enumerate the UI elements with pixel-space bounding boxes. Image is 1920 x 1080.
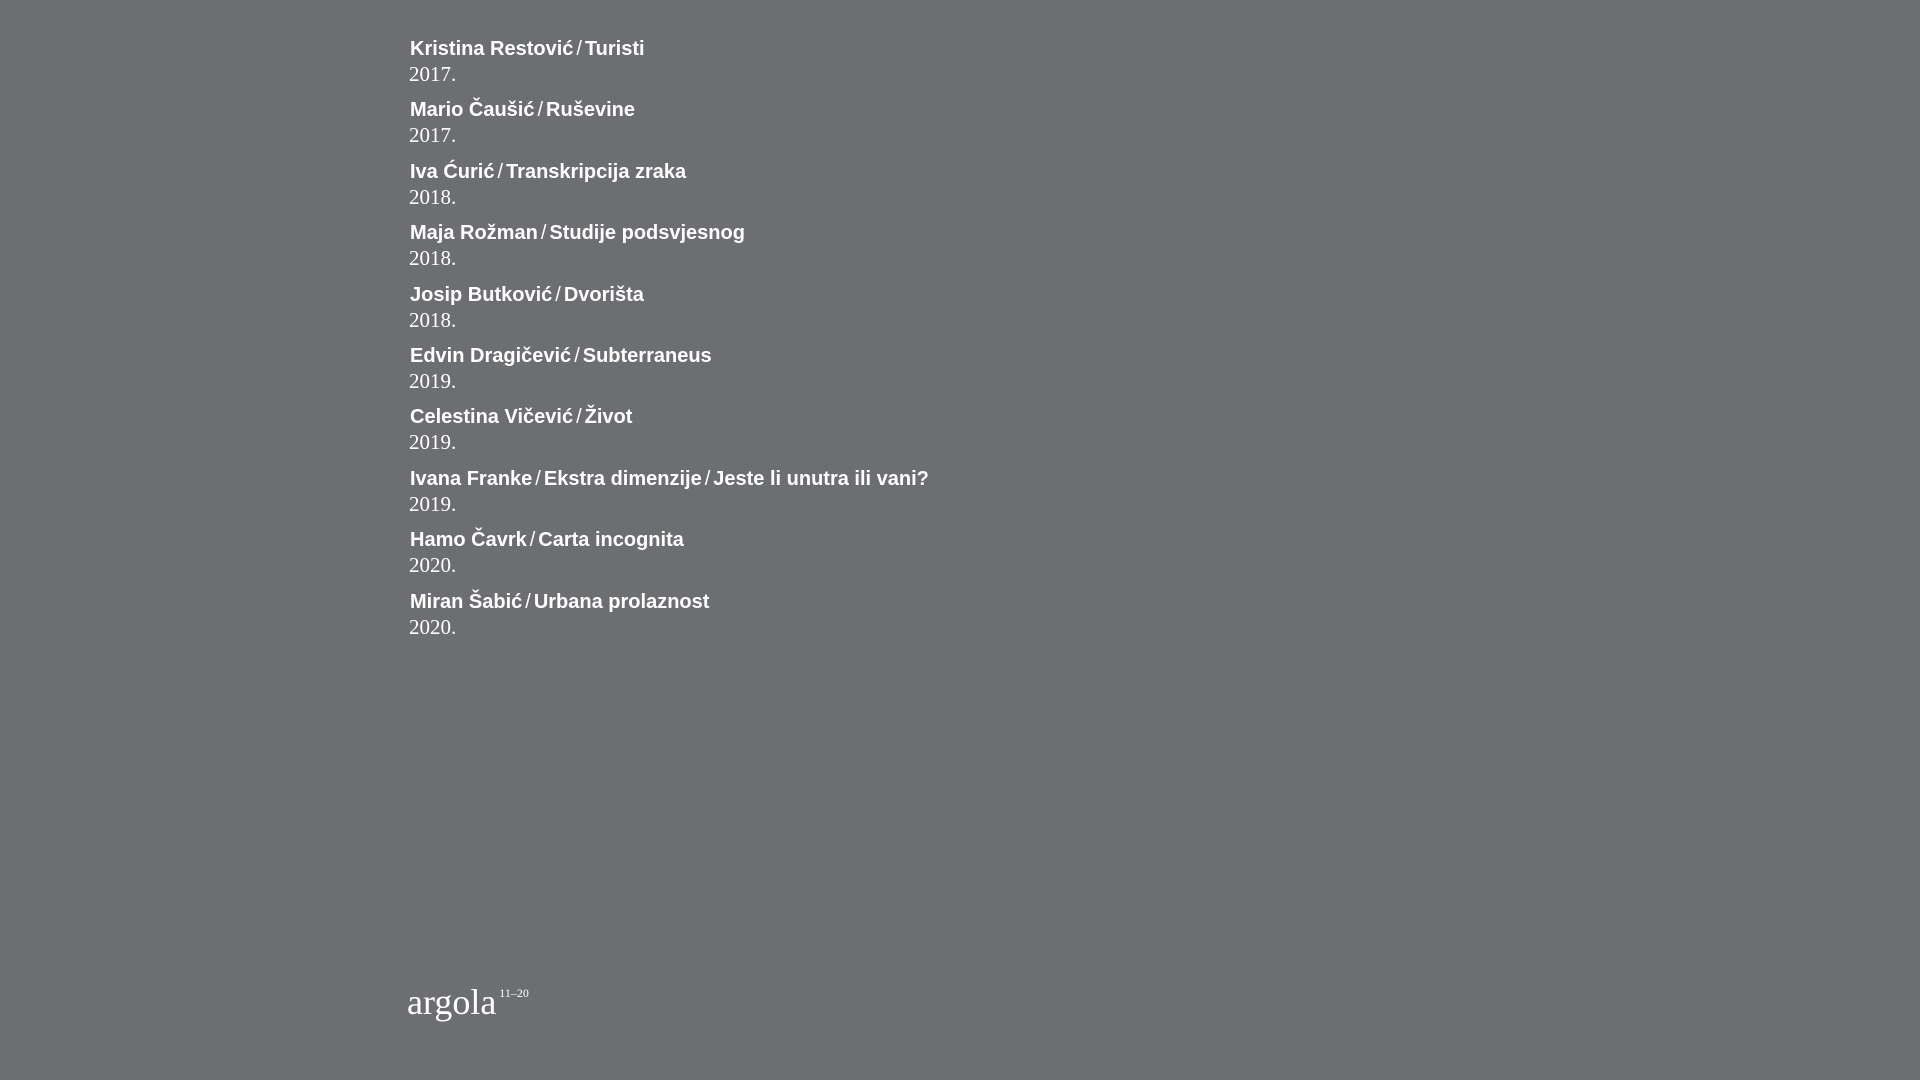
list-item	[410, 589, 929, 650]
work-link[interactable]	[410, 404, 929, 430]
work-year: 2020.	[409, 553, 457, 578]
work-title: Carta incognita	[538, 529, 684, 552]
separator: /	[497, 160, 504, 183]
logo[interactable]	[407, 982, 529, 1022]
work-link[interactable]	[410, 159, 929, 185]
work-link[interactable]	[410, 589, 929, 615]
list-item	[410, 527, 929, 588]
list-item	[410, 282, 929, 343]
list-item	[410, 159, 929, 220]
list-item	[410, 97, 929, 158]
work-year: 2018.	[409, 246, 457, 271]
list-item	[410, 466, 929, 527]
separator: /	[529, 529, 536, 552]
artist-name: Iva Ćurić	[410, 160, 495, 183]
work-link[interactable]	[410, 220, 929, 246]
separator: /	[576, 406, 582, 429]
separator: /	[576, 38, 582, 60]
separator: /	[540, 222, 547, 245]
works-list	[410, 36, 929, 650]
work-title: Subterraneus	[582, 344, 712, 367]
work-title: Život	[584, 406, 633, 429]
artist-name: Josip Butković	[410, 283, 553, 306]
work-link[interactable]	[410, 282, 929, 308]
work-year: 2019.	[409, 368, 457, 393]
artist-name: Maja Rožman	[410, 222, 538, 245]
work-year: 2018.	[409, 307, 457, 332]
work-title: Ekstra dimenzije	[543, 467, 702, 490]
work-link[interactable]	[410, 36, 929, 62]
work-subtitle: Jeste li unutra ili vani?	[713, 467, 929, 490]
work-year: 2019.	[409, 491, 457, 516]
work-year: 2018.	[409, 184, 457, 209]
work-link[interactable]	[410, 97, 929, 123]
separator: /	[537, 99, 544, 122]
list-item	[410, 343, 929, 404]
work-title: Turisti	[584, 38, 645, 60]
list-item	[410, 404, 929, 465]
work-year: 2017.	[409, 123, 457, 148]
work-link[interactable]	[410, 527, 929, 553]
separator: /	[555, 283, 561, 306]
work-year: 2020.	[409, 614, 457, 639]
logo-wordmark: argola	[407, 982, 497, 1022]
artist-name: Hamo Čavrk	[410, 529, 527, 552]
separator: /	[704, 467, 711, 490]
work-title: Transkripcija zraka	[506, 160, 687, 183]
list-item	[410, 36, 929, 97]
artist-name: Celestina Vičević	[410, 406, 574, 429]
separator: /	[535, 467, 541, 490]
artist-name: Kristina Restović	[410, 38, 574, 60]
work-link[interactable]	[410, 343, 929, 369]
work-title: Ruševine	[546, 99, 635, 122]
list-item	[410, 220, 929, 281]
separator: /	[574, 344, 580, 367]
artist-name: Ivana Franke	[410, 467, 533, 490]
artist-name: Mario Čaušić	[410, 99, 535, 122]
separator: /	[525, 590, 531, 613]
logo-superscript: 11–20	[499, 986, 529, 1000]
work-year: 2019.	[409, 430, 457, 455]
artist-name: Edvin Dragičević	[410, 344, 572, 367]
work-title: Dvorišta	[563, 283, 644, 306]
work-title: Studije podsvjesnog	[549, 222, 745, 245]
work-year: 2017.	[409, 62, 457, 86]
work-link[interactable]	[410, 466, 929, 492]
work-title: Urbana prolaznost	[533, 590, 710, 613]
artist-name: Miran Šabić	[410, 590, 523, 613]
